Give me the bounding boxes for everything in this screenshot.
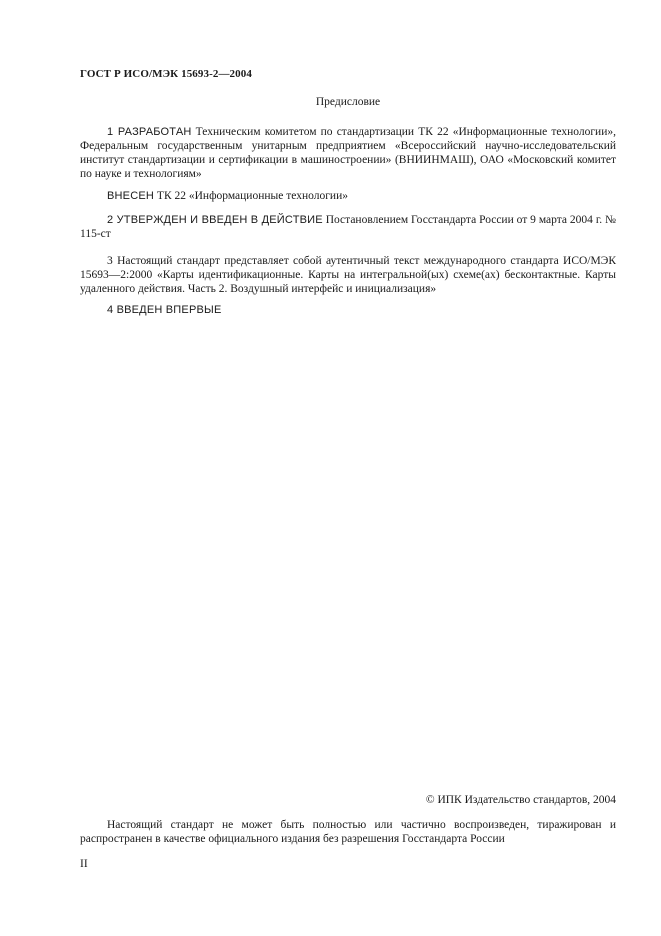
document-header: ГОСТ Р ИСО/МЭК 15693-2—2004 xyxy=(80,68,252,80)
reproduction-notice: Настоящий стандарт не может быть полностью или частично воспроизведен, тиражирован и распространен в качестве официального издания без разрешения Госстандарта России xyxy=(80,819,616,845)
paragraph-text: ТК 22 «Информационные технологии» xyxy=(154,190,348,202)
paragraph-lead: 1 РАЗРАБОТАН xyxy=(107,126,192,138)
page-number: II xyxy=(80,858,88,870)
paragraph-introduced xyxy=(80,189,616,203)
paragraph-first-introduced xyxy=(80,303,616,317)
paragraph-lead: 2 УТВЕРЖДЕН И ВВЕДЕН В ДЕЙСТВИЕ xyxy=(107,214,323,226)
copyright-line: © ИПК Издательство стандартов, 2004 xyxy=(425,794,616,806)
paragraph-authentic-text xyxy=(80,254,616,296)
paragraph-text: 3 Настоящий стандарт представляет собой аутентичный текст международного стандарта ИСО/МЭК 15693—2:2000 «Карты идентификационные. Карты на интегральной(ых) схеме(ах) бесконтактные. Карты удаленного действия. Часть 2. Воздушный интерфейс и инициализация» xyxy=(80,255,616,295)
paragraph-approved xyxy=(80,213,616,241)
paragraph-lead: ВНЕСЕН xyxy=(107,190,155,202)
paragraph-text: Постановлением Госстандарта России от 9 марта 2004 г. № 115-ст xyxy=(80,214,616,240)
paragraph-developed xyxy=(80,125,616,181)
paragraph-lead: 4 ВВЕДЕН ВПЕРВЫЕ xyxy=(107,304,222,316)
section-title: Предисловие xyxy=(315,96,381,108)
paragraph-text: Техническим комитетом по стандартизации ТК 22 «Информационные технологии», Федеральным государственным унитарным предприятием «Всероссийский научно-исследовательский институт стандартизации и сертификации в машиностроении» (ВНИИНМАШ), ОАО «Московский комитет по науке и технологиям» xyxy=(80,126,616,180)
